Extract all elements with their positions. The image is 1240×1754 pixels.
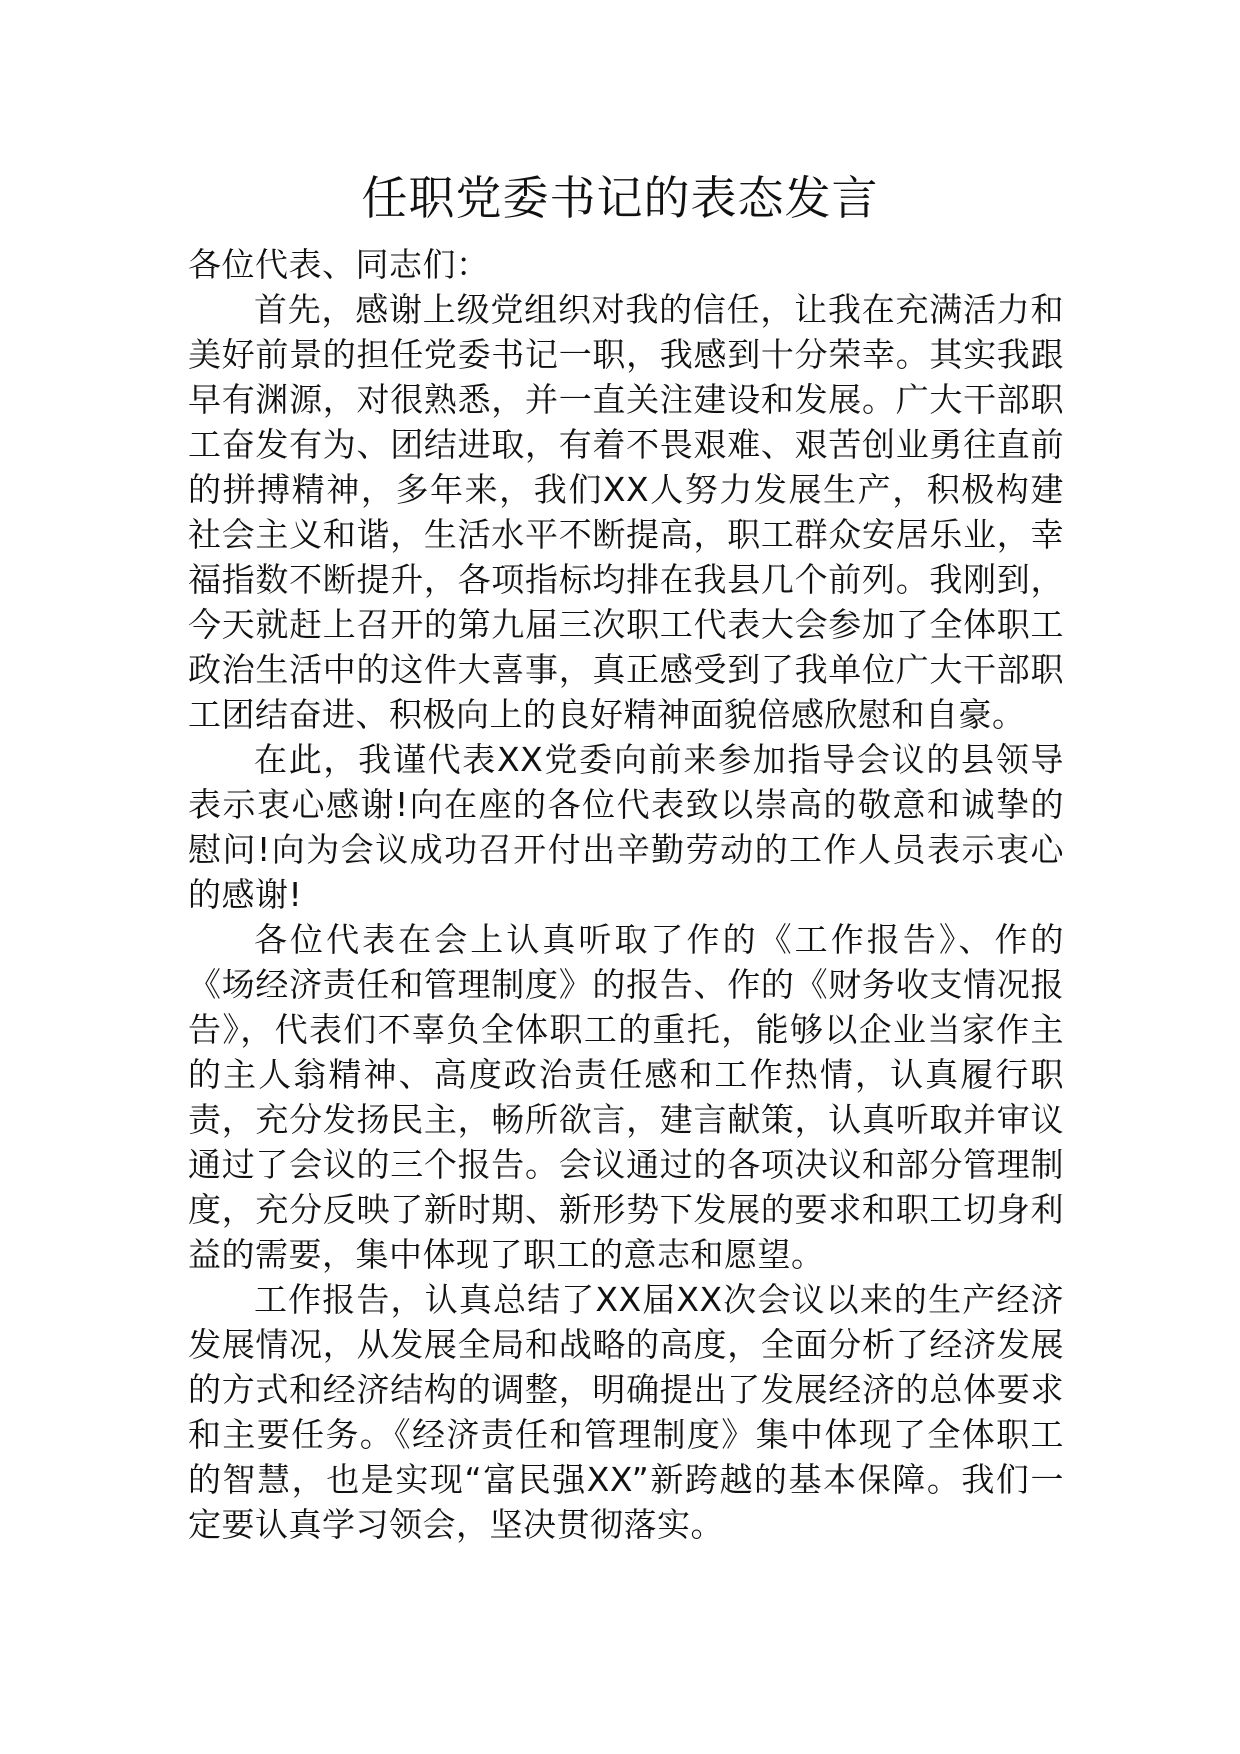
salutation: 各位代表、同志们： (188, 245, 490, 284)
paragraph-2: 在此，我谨代表XX党委向前来参加指导会议的县领导表示衷心感谢!向在座的各位代表致以崇高的敬意和诚挚的慰问!向为会议成功召开付出辛勤劳动的工作人员表示衷心的感谢! (188, 740, 1064, 914)
paragraph-4: 工作报告，认真总结了XX届XX次会议以来的生产经济发展情况，从发展全局和战略的高度，全面分析了经济发展的方式和经济结构的调整，明确提出了发展经济的总体要求和主要任务。《经济责任和管理制度》集中体现了全体职工的智慧，也是实现“富民强XX”新跨越的基本保障。我们一定要认真学习领会，坚决贯彻落实。 (188, 1280, 1064, 1544)
document-body (188, 242, 1064, 1547)
paragraph-3: 各位代表在会上认真听取了作的《工作报告》、作的《场经济责任和管理制度》的报告、作的《财务收支情况报告》，代表们不辜负全体职工的重托，能够以企业当家作主的主人翁精神、高度政治责任感和工作热情，认真履行职责，充分发扬民主，畅所欲言，建言献策，认真听取并审议通过了会议的三个报告。会议通过的各项决议和部分管理制度，充分反映了新时期、新形势下发展的要求和职工切身利益的需要，集中体现了职工的意志和愿望。 (188, 920, 1064, 1274)
paragraph-1: 首先，感谢上级党组织对我的信任，让我在充满活力和美好前景的担任党委书记一职，我感到十分荣幸。其实我跟早有渊源，对很熟悉，并一直关注建设和发展。广大干部职工奋发有为、团结进取，有着不畏艰难、艰苦创业勇往直前的拼搏精神，多年来，我们XX人努力发展生产，积极构建社会主义和谐，生活水平不断提高，职工群众安居乐业，幸福指数不断提升，各项指标均排在我县几个前列。我刚到，今天就赶上召开的第九届三次职工代表大会参加了全体职工政治生活中的这件大喜事，真正感受到了我单位广大干部职工团结奋进、积极向上的良好精神面貌倍感欣慰和自豪。 (188, 290, 1064, 734)
document-title: 任职党委书记的表态发言 (361, 171, 879, 225)
